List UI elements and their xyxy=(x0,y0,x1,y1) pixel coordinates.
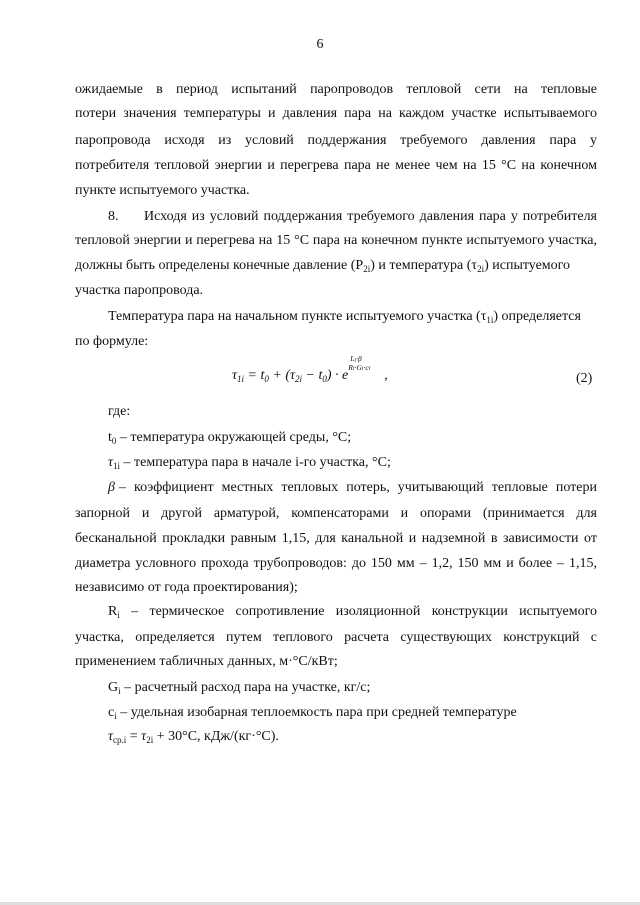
def-r: $R_i$ – термическое сопротивление изоляционной конструкции испытуемого xyxy=(108,604,597,620)
text-line: участка, определяется путем теплового расчета существующих конструкций с xyxy=(75,630,597,645)
def-tcp: $\tau_{ср.i} = \tau_{2i} + 30^\circ С$, кДж/(кг·°С). xyxy=(108,729,279,745)
text-line: Исходя из условий поддержания требуемого давления пара у потребителя xyxy=(144,209,597,224)
text-line: Температура пара на начальном пункте испытуемого участка $(\tau_{1i})$ определяется xyxy=(108,309,581,325)
def-tau1: $\tau_{1i}$ – температура пара в начале i-го участка, °С; xyxy=(108,455,391,471)
equation-number: (2) xyxy=(576,371,593,386)
text-line: паропровода исходя из условий поддержания требуемого давления пара у xyxy=(75,133,597,148)
text-line: по формуле: xyxy=(75,334,149,349)
text-line: ожидаемые в период испытаний паропроводов тепловой сети на тепловые xyxy=(75,82,597,97)
where-label: где: xyxy=(108,404,131,419)
text-line: участка паропровода. xyxy=(75,283,204,298)
def-g: $G_i$ – расчетный расход пара на участке, кг/с; xyxy=(108,680,371,696)
item-number: 8. xyxy=(108,209,119,224)
text-line: тепловой энергии и перегрева на 15 °С пара на конечном пункте испытуемого участка, xyxy=(75,233,597,248)
text-line: запорной и другой арматурой, компенсаторами и опорами (принимается для xyxy=(75,506,597,521)
text-line: диаметра условного прохода трубопроводов: до 150 мм – 1,2, 150 мм и более – 1,15, xyxy=(75,556,597,571)
text-line: применением табличных данных, м·°С/кВт; xyxy=(75,654,338,669)
def-t0: $t_0$ – температура окружающей среды, °С; xyxy=(108,430,352,446)
text-line: потребителя тепловой энергии и перегрева пара не менее чем на 15 °С на конечном xyxy=(75,158,597,173)
text-line: пункте испытуемого участка. xyxy=(75,183,250,198)
def-beta: β – коэффициент местных тепловых потерь, учитывающий тепловые потери xyxy=(108,480,597,495)
page-number: 6 xyxy=(316,37,324,52)
text-line: должны быть определены конечные давление $(P_{2i})$ и температура $(\tau_{2i})$ испытуемого xyxy=(75,258,571,274)
def-c: $c_i$ – удельная изобарная теплоемкость пара при средней температуре xyxy=(108,705,517,721)
text-line: независимо от года проектирования); xyxy=(75,580,298,595)
text-line: бесканальной прокладки равным 1,15, для канальной и надземной в зависимости от xyxy=(75,531,597,546)
formula: $\tau_{1i} = t_0 + (\tau_{2i} - t_0) \cdot e$ Li·β Ri·Gi·ci , xyxy=(232,354,388,384)
text-line: потери значения температуры и давления пара на каждом участке испытываемого xyxy=(75,106,597,121)
